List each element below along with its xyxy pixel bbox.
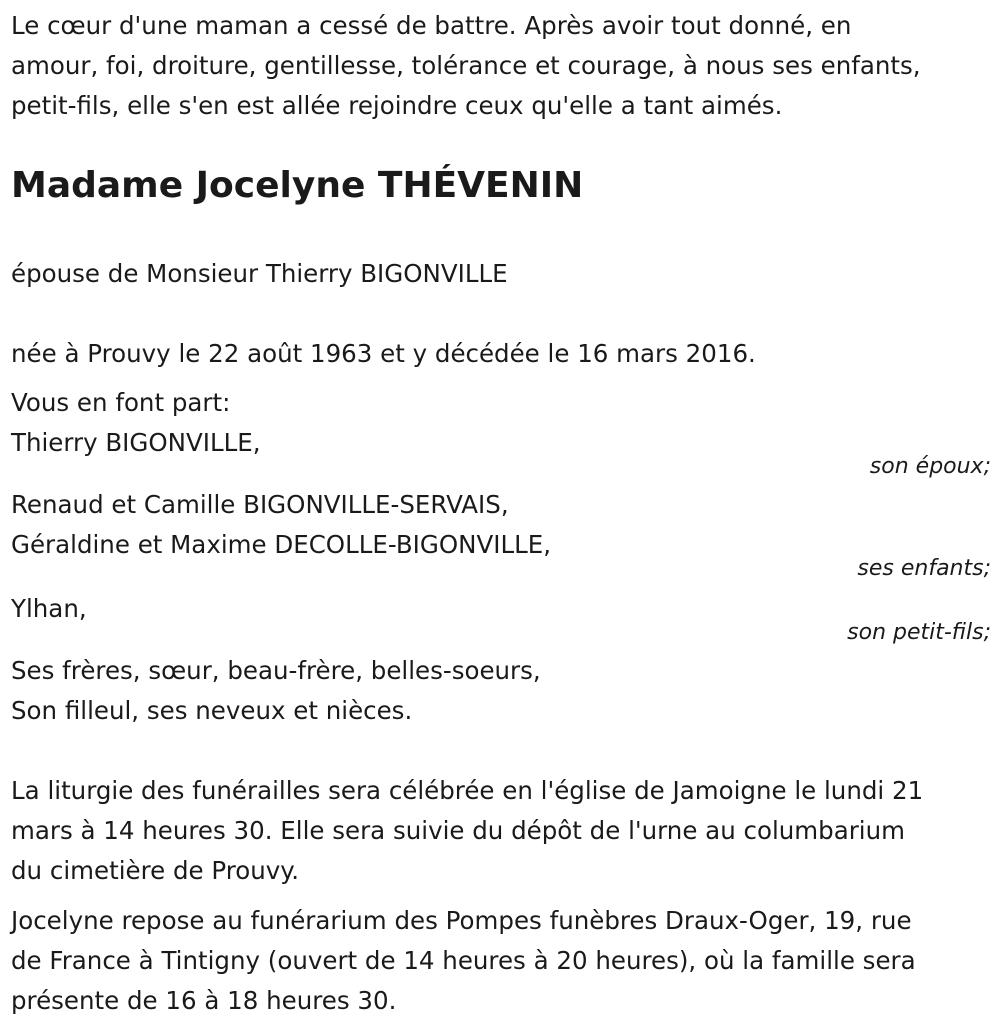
spouse-line: épouse de Monsieur Thierry BIGONVILLE: [11, 259, 508, 288]
visitation-line: présente de 16 à 18 heures 30.: [11, 986, 397, 1015]
deceased-name: Madame Jocelyne THÉVENIN: [11, 165, 584, 206]
other-relatives-line: Son filleul, ses neveux et nièces.: [11, 696, 413, 725]
family-role-label: son époux;: [869, 454, 991, 479]
family-role-label: son petit-fils;: [847, 620, 991, 645]
family-role-label: ses enfants;: [857, 556, 991, 581]
birth-death-line: née à Prouvy le 22 août 1963 et y décédée le 16 mars 2016.: [11, 339, 756, 368]
funeral-line: mars à 14 heures 30. Elle sera suivie du dépôt de l'urne au columbarium: [11, 816, 906, 845]
family-member-name: Ylhan,: [11, 594, 87, 623]
funeral-line: du cimetière de Prouvy.: [11, 856, 300, 885]
visitation-paragraph: [11, 901, 916, 1021]
other-relatives-line: Ses frères, sœur, beau-frère, belles-soeurs,: [11, 656, 541, 685]
family-member-name: Renaud et Camille BIGONVILLE-SERVAIS,: [11, 490, 509, 519]
intro-paragraph: [11, 6, 921, 126]
intro-line: Le cœur d'une maman a cessé de battre. Après avoir tout donné, en: [11, 11, 852, 40]
intro-line: amour, foi, droiture, gentillesse, tolérance et courage, à nous ses enfants,: [11, 51, 921, 80]
visitation-line: de France à Tintigny (ouvert de 14 heures à 20 heures), où la famille sera: [11, 946, 916, 975]
family-member-name: Thierry BIGONVILLE,: [11, 428, 261, 457]
family-member-name: Géraldine et Maxime DECOLLE-BIGONVILLE,: [11, 530, 552, 559]
announcement-heading: Vous en font part:: [11, 388, 231, 417]
intro-line: petit-fils, elle s'en est allée rejoindre ceux qu'elle a tant aimés.: [11, 91, 783, 120]
visitation-line: Jocelyne repose au funérarium des Pompes funèbres Draux-Oger, 19, rue: [11, 906, 912, 935]
funeral-paragraph: [11, 771, 923, 891]
funeral-line: La liturgie des funérailles sera célébrée en l'église de Jamoigne le lundi 21: [11, 776, 924, 805]
